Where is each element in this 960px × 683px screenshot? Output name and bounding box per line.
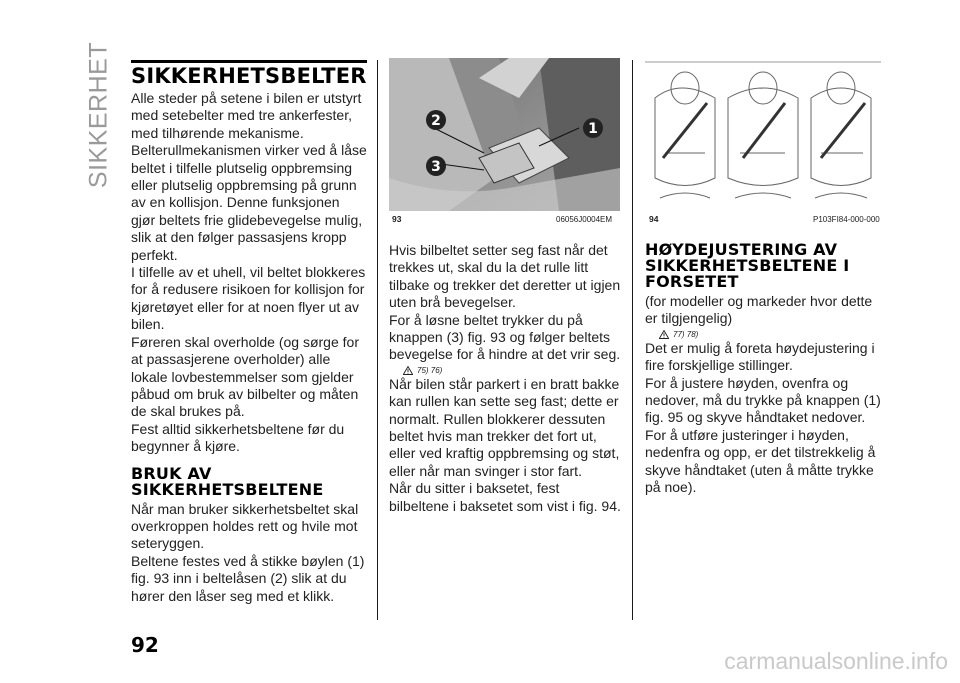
- column-divider: [377, 60, 378, 620]
- paragraph: Når du sitter i baksetet, fest bilbeltene i baksetet som vist i fig. 94.: [389, 480, 621, 514]
- paragraph: Når bilen står parkert i en bratt bakke kan rullen kan sette seg fast; dette er normalt. Rullen blokkerer dessuten beltet hvis man trekker det fort ut, eller ved kraftig oppbremsing og støt, eller når man svinger i stor fart.: [389, 375, 620, 479]
- paragraph: Hvis bilbeltet setter seg fast når det trekkes ut, skal du la det rulle litt tilbake og trekker det deretter ut igjen uten brå bevegelser.: [389, 242, 621, 311]
- paragraph: For å justere høyden, ovenfra og nedover, må du trykke på knappen (1) fig. 95 og skyve håndtaket nedover.: [645, 374, 881, 426]
- paragraph: Alle steder på setene i bilen er utstyrt med setebelter med tre ankerfester, med tilhørende mekanisme.: [131, 90, 362, 141]
- paragraph: For å løsne beltet trykker du på knappen (3) fig. 93 og følger beltets bevegelse for å hindre at det vrir seg.: [389, 311, 621, 363]
- rear-seat-belts-illustration: [645, 58, 881, 211]
- warning-reference: [403, 366, 621, 375]
- warning-triangle-icon: [403, 366, 413, 375]
- column-middle: [389, 242, 621, 515]
- callout-1-label: 1: [588, 121, 598, 137]
- figure-94-image: [645, 58, 881, 211]
- column-left: [131, 64, 367, 605]
- column-divider: [632, 60, 633, 620]
- figure-93-image: [389, 58, 620, 211]
- column-right: [645, 242, 881, 496]
- callout-3-label: 3: [431, 159, 441, 175]
- figure-94-code: P103FI84-000-000: [813, 215, 880, 224]
- figure-94-number: 94: [649, 214, 659, 224]
- figure-93-code: 06056J0004EM: [556, 215, 613, 224]
- paragraph: Føreren skal overholde (og sørge for at passasjerene overholder) alle lokale lovbestemmelser som gjelder påbud om bruk av bilbelter og måten de skal brukes på.: [131, 333, 359, 420]
- paragraph: Fest alltid sikkerhetsbeltene før du begynner å kjøre.: [131, 420, 345, 455]
- paragraph: I tilfelle av et uhell, vil beltet blokkeres for å redusere risikoen for kollisjon for kjøretøyet eller for at noen flyer ut av bilen.: [131, 264, 366, 333]
- subsection-heading: HØYDEJUSTERING AV SIKKERHETSBELTENE I FORSETET: [645, 240, 850, 291]
- paragraph: Belterullmekanismen virker ved å låse beltet i tilfelle plutselig oppbremsing eller plutselig oppbremsing på grunn av en kollisjon. Denne funksjonen gjør beltets frie glidebevegelse mulig, slik at den følger passasjens kropp perfekt.: [131, 142, 367, 263]
- page-number: 92: [131, 633, 159, 657]
- callout-3: [426, 156, 446, 176]
- callout-1: [583, 118, 603, 138]
- paragraph: For å utføre justeringer i høyden, nedenfra og opp, er det tilstrekkelig å skyve håndtaket (uten å måtte trykke på noe).: [645, 426, 876, 496]
- warning-reference: [659, 330, 881, 339]
- section-side-tab: [84, 41, 114, 189]
- paragraph: Det er mulig å foreta høydejustering i fire forskjellige stillinger.: [645, 339, 875, 374]
- figure-93-number: 93: [392, 214, 402, 224]
- warning-reference-label: 77) 78): [673, 329, 699, 339]
- seatbelt-buckle-illustration: [389, 58, 620, 211]
- callout-2: [426, 110, 446, 130]
- section-side-tab-label: SIKKERHET: [84, 41, 113, 189]
- warning-reference-label: 75) 76): [417, 365, 443, 375]
- paragraph: (for modeller og markeder hvor dette er tilgjengelig): [645, 293, 873, 327]
- warning-triangle-icon: [659, 330, 669, 339]
- section-heading: SIKKERHETSBELTER: [131, 64, 367, 88]
- heading-rule: [131, 60, 367, 63]
- paragraph: Når man bruker sikkerhetsbeltet skal overkroppen holdes rett og hvile mot seteryggen.: [131, 500, 359, 552]
- callout-2-label: 2: [431, 113, 441, 129]
- paragraph: Beltene festes ved å stikke bøylen (1) fig. 93 inn i beltelåsen (2) slik at du hører den låser seg med et klikk.: [131, 552, 365, 604]
- subsection-heading: BRUK AV SIKKERHETSBELTENE: [131, 463, 324, 499]
- watermark: carmanualsonline.info: [724, 648, 948, 674]
